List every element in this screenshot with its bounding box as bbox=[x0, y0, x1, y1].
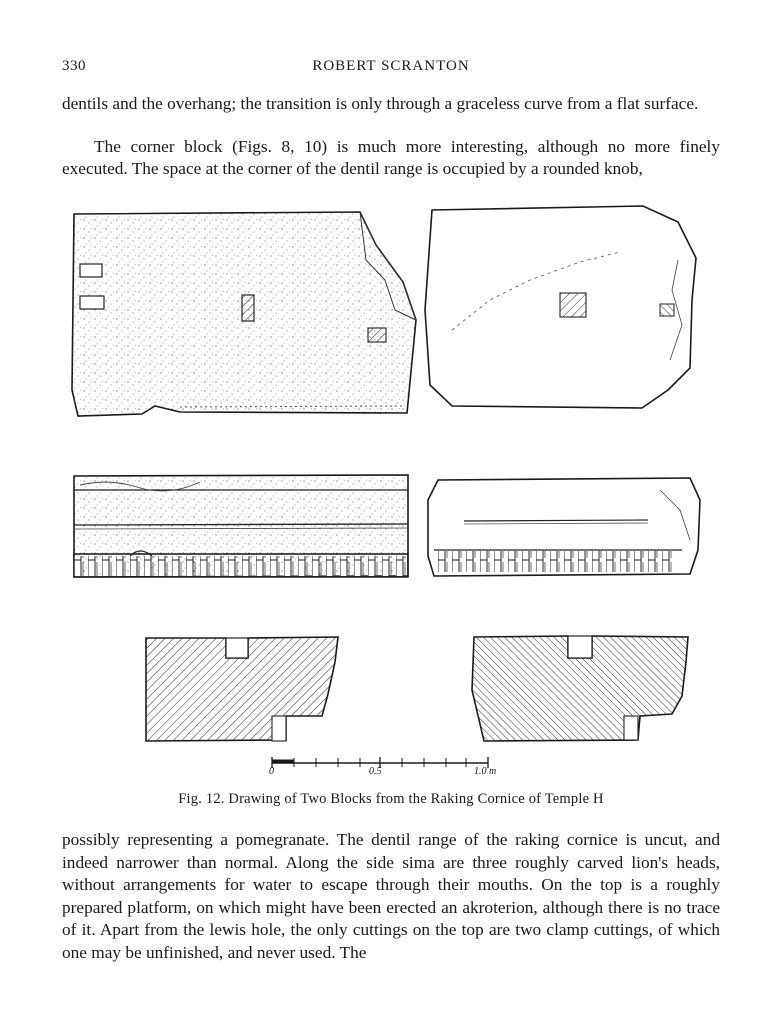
scale-label-zero: 0 bbox=[269, 766, 274, 777]
figure-caption: Fig. 12. Drawing of Two Blocks from the Raking Cornice of Temple H bbox=[178, 791, 604, 807]
figure-12 bbox=[60, 200, 720, 785]
scale-label-one: 1.0 m bbox=[474, 766, 497, 777]
page-number: 330 bbox=[62, 58, 86, 74]
paragraph-description: possibly representing a pomegranate. The dentil range of the raking cornice is uncut, and indeed narrower than normal. Along the side sima are three roughly carved lion's heads, without arrangements for water to escape through their mouths. On the top is a roughly prepared platform, on which might have been erected an akroterion, although there is no trace of it. Apart from the lewis hole, the only cuttings on the top are two clamp cuttings, of which one may be unfinished, and never used. The bbox=[62, 830, 720, 962]
running-head: ROBERT SCRANTON bbox=[312, 58, 470, 74]
scale-label-half: 0.5 bbox=[369, 766, 382, 777]
paragraph-continuation: dentils and the overhang; the transition is only through a graceless curve from a flat surface. bbox=[62, 94, 699, 113]
page-header bbox=[62, 58, 720, 80]
paragraph-corner-block: The corner block (Figs. 8, 10) is much more interesting, although no more finely executed. The space at the corner of the dentil range is occupied by a rounded knob, bbox=[62, 137, 720, 178]
scale-labels bbox=[60, 200, 720, 785]
